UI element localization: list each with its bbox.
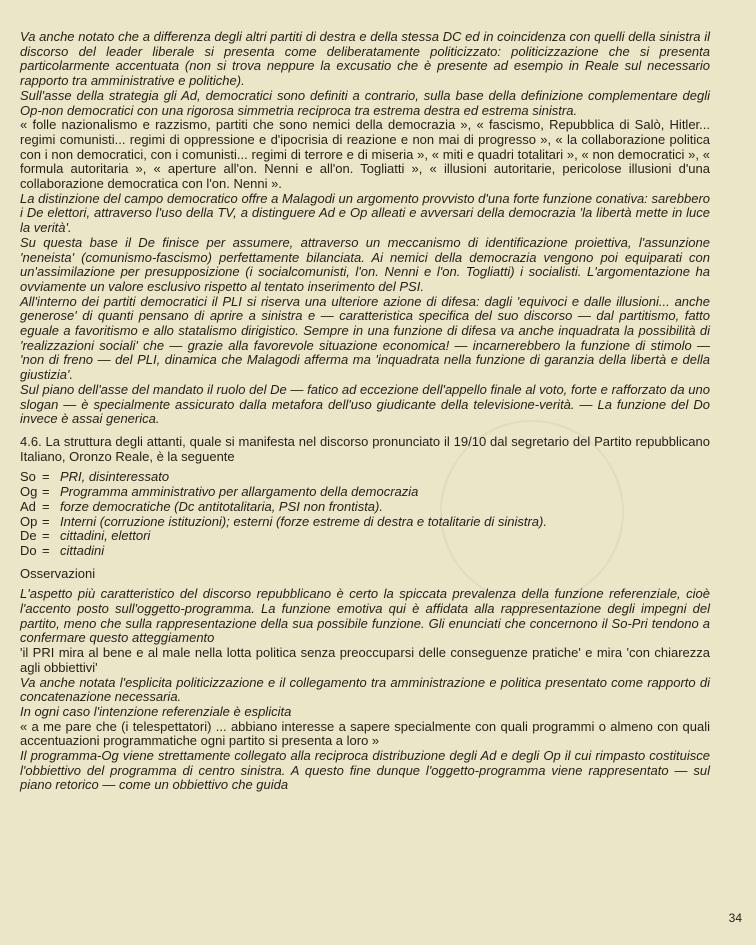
definition-key: Op bbox=[20, 513, 38, 529]
actant-definitions bbox=[20, 470, 710, 558]
definition-row bbox=[20, 485, 710, 500]
definition-key: Ad bbox=[20, 498, 36, 514]
equals-sign: = bbox=[42, 484, 50, 500]
definition-row bbox=[20, 544, 710, 559]
paragraph: Va anche notato che a differenza degli altri partiti di destra e della stessa DC ed in coincidenza con quelli della sinistra il discorso del leader liberale si presenta come deliberatamente politicizzato: politicizzazione che si presenta particolarmente accentuata (non si trova neppure la excusatio che è presente ad esempio in Reale sul necessario rapporto tra amministrative e politiche). bbox=[20, 29, 710, 89]
definition-row bbox=[20, 470, 710, 485]
definition-value: cittadini bbox=[60, 542, 105, 558]
page-number: 34 bbox=[728, 911, 742, 925]
paragraph: Su questa base il De finisce per assumere, attraverso un meccanismo di identificazione proiettiva, l'assunzione 'neneista' (comunismo-fascismo) perfettamente bilanciata. Ai nemici della democrazia vengono poi equiparati con un'assimilazione per presupposizione (i socialcomunisti, l'on. Nenni e l'on. Togliatti) i socialisti. L'argomentazione ha ovviamente un valore esclusivo rispetto al tentato inserimento del PSI. bbox=[20, 234, 710, 294]
definition-key: Og bbox=[20, 484, 38, 500]
observations-block bbox=[20, 587, 710, 793]
paragraph: Il programma-Og viene strettamente collegato alla reciproca distribuzione degli Ad e degli Op il cui rimpasto costituisce l'obbiettivo del programma di centro sinistra. A questo fine dunque l'oggetto-programma viene rappresentato — sul piano retorico — come un obbiettivo che guida bbox=[20, 748, 710, 793]
definition-row bbox=[20, 529, 710, 544]
equals-sign: = bbox=[42, 513, 50, 529]
definition-value: forze democratiche (Dc antitotalitaria, PSI non frontista). bbox=[60, 498, 383, 514]
definition-key: Do bbox=[20, 542, 37, 558]
quote-paragraph: « folle nazionalismo e razzismo, partiti che sono nemici della democrazia », « fascismo, Repubblica di Salò, Hitler... regimi comunisti... regimi di oppressione e d'ipocrisia di reazione e non mai di progresso », « la collaborazione politica con i non democratici, con i comunisti... regimi di terrore e di miseria », « miti e quadri totalitari », « non democratici », « formula autoritaria », « aperture all'on. Nenni e all'on. Togliatti », « illusioni autoritarie, pericolose illusioni d'una collaborazione democratica con l'on. Nenni ». bbox=[20, 117, 710, 192]
definition-key: De bbox=[20, 528, 37, 544]
definition-value: cittadini, elettori bbox=[60, 528, 151, 544]
equals-sign: = bbox=[42, 469, 50, 485]
paragraph: Va anche notata l'esplicita politicizzazione e il collegamento tra amministrazione e politica presentato come rapporto di concatenazione necessaria. bbox=[20, 674, 710, 705]
paragraph: In ogni caso l'intenzione referenziale è esplicita bbox=[20, 703, 292, 719]
observations-heading: Osservazioni bbox=[20, 565, 96, 581]
paragraph: Sull'asse della strategia gli Ad, democratici sono definiti a contrario, sulla base della definizione complementare degli Op-non democratici con una rigorosa simmetria reciproca tra estrema destra ed estrema sinistra. bbox=[20, 87, 710, 118]
paragraph: Sul piano dell'asse del mandato il ruolo del De — fatico ad eccezione dell'appello finale al voto, forte e rafforzato da uno slogan — è specialmente assicurato dalla metafora dell'uso giudicante della televisione-verità. — La funzione del Do invece è assai generica. bbox=[20, 381, 710, 427]
equals-sign: = bbox=[42, 542, 50, 558]
quote-paragraph: 'il PRI mira al bene e al male nella lotta politica senza preoccuparsi delle conseguenze pratiche' e mira 'con chiarezza agli obbiettivi' bbox=[20, 645, 710, 675]
paragraph: La distinzione del campo democratico offre a Malagodi un argomento provvisto d'una forte funzione conativa: sarebbero i De elettori, attraverso l'uso della TV, a distinguere Ad e Op alleati e avversari della democrazia 'la libertà mette in luce la verità'. bbox=[20, 190, 710, 236]
equals-sign: = bbox=[42, 528, 50, 544]
section-heading: 4.6. La struttura degli attanti, quale si manifesta nel discorso pronunciato il 19/10 dal segretario del Partito repubblicano Italiano, Oronzo Reale, è la seguente bbox=[20, 433, 710, 464]
equals-sign: = bbox=[42, 498, 50, 514]
paragraph: All'interno dei partiti democratici il PLI si riserva una ulteriore azione di difesa: dagli 'equivoci e dalle illusioni... anche generose' di quanti pensano di aprire a sinistra e — caratteristica specifica del suo discorso — dal partitismo, fatto eguale a favoritismo e allo statalismo dirigistico. Sempre in una funzione di difesa va anche inquadrata la possibilità di 'realizzazioni sociali' che — grazie alla favorevole situazione economica! — incarnerebbero la funzione di stimolo — 'non di freno — del PLI, dinamica che Malagodi afferma ma 'inquadrata nella funzione di garanzia della libertà e della giustizia'. bbox=[20, 293, 710, 383]
definition-value: Programma amministrativo per allargamento della democrazia bbox=[60, 484, 419, 500]
intro-block bbox=[20, 30, 710, 427]
definition-value: PRI, disinteressato bbox=[60, 469, 170, 485]
document-page bbox=[20, 30, 710, 793]
quote-paragraph: « a me pare che (i telespettatori) ... abbiano interesse a sapere specialmente con quali programmi o almeno con quali accentuazioni programmatiche ogni partito si presenta a loro » bbox=[20, 718, 710, 749]
definition-row bbox=[20, 500, 710, 515]
definition-value: Interni (corruzione istituzioni); esterni (forze estreme di destra e totalitarie di sinistra). bbox=[60, 513, 547, 529]
definition-key: So bbox=[20, 469, 36, 485]
paragraph: L'aspetto più caratteristico del discorso repubblicano è certo la spiccata prevalenza della funzione referenziale, cioè l'accento posto sull'oggetto-programma. La funzione emotiva qui è affidata alla rappresentazione degli impegni del partito, meno che sulla rappresentazione della sua possibile funzione. Gli enunciati che concernono il So-Pri tendono a confermare questo atteggiamento bbox=[20, 586, 710, 646]
definition-row bbox=[20, 515, 710, 530]
